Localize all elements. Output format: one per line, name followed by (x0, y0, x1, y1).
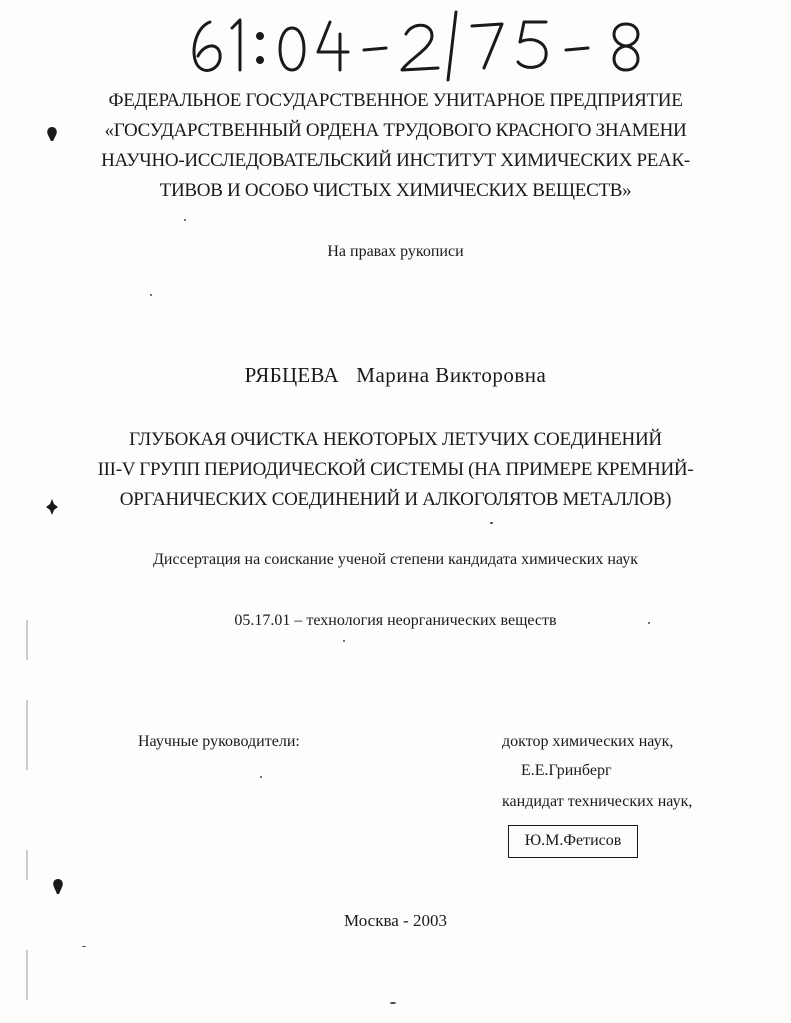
title-line: ГЛУБОКАЯ ОЧИСТКА НЕКОТОРЫХ ЛЕТУЧИХ СОЕДИНЕНИЙ (129, 429, 662, 450)
author-name (0, 363, 791, 388)
scan-speck (184, 219, 186, 221)
organization-line: НАУЧНО-ИССЛЕДОВАТЕЛЬСКИЙ ИНСТИТУТ ХИМИЧЕСКИХ РЕАК- (101, 150, 690, 171)
scan-speck (82, 946, 86, 947)
organization-line: «ГОСУДАРСТВЕННЫЙ ОРДЕНА ТРУДОВОГО КРАСНОГО ЗНАМЕНИ (104, 120, 687, 141)
supervisor-1-name: Е.Е.Гринберг (521, 762, 612, 779)
manuscript-rights: На правах рукописи (327, 243, 464, 260)
organization-header (0, 86, 791, 206)
author-given-names: Марина Викторовна (356, 363, 547, 387)
scan-speck (390, 1002, 396, 1004)
supervisors-label: Научные руководители: (138, 733, 300, 750)
scan-speck (490, 522, 493, 524)
author-surname: РЯБЦЕВА (244, 363, 340, 387)
organization-line: ТИВОВ И ОСОБО ЧИСТЫХ ХИМИЧЕСКИХ ВЕЩЕСТВ» (159, 180, 632, 201)
title-line: III-V ГРУПП ПЕРИОДИЧЕСКОЙ СИСТЕМЫ (НА ПРИМЕРЕ КРЕМНИЙ- (97, 459, 694, 480)
scan-edge-mark (24, 620, 30, 1000)
scan-speck (648, 622, 650, 624)
supervisor-1-degree: доктор химических наук, (502, 733, 674, 750)
specialty: 05.17.01 – технология неорганических веществ (234, 612, 557, 629)
organization-line: ФЕДЕРАЛЬНОЕ ГОСУДАРСТВЕННОЕ УНИТАРНОЕ ПРЕДПРИЯТИЕ (108, 90, 683, 111)
binder-hole-mark (50, 878, 66, 896)
scan-speck (260, 776, 262, 778)
binder-hole-mark (44, 498, 60, 516)
handwritten-archive-code (180, 4, 660, 84)
scan-speck (343, 640, 345, 642)
thesis-type: Диссертация на соискание ученой степени кандидата химических наук (153, 551, 638, 568)
binder-hole-mark (44, 126, 60, 142)
place-year: Москва - 2003 (344, 911, 447, 930)
supervisor-2-name: Ю.М.Фетисов (508, 825, 638, 858)
title-line: ОРГАНИЧЕСКИХ СОЕДИНЕНИЙ И АЛКОГОЛЯТОВ МЕТАЛЛОВ) (119, 489, 672, 510)
dissertation-title (0, 425, 791, 515)
scan-speck (150, 294, 152, 296)
supervisor-2-degree: кандидат технических наук, (502, 793, 693, 810)
